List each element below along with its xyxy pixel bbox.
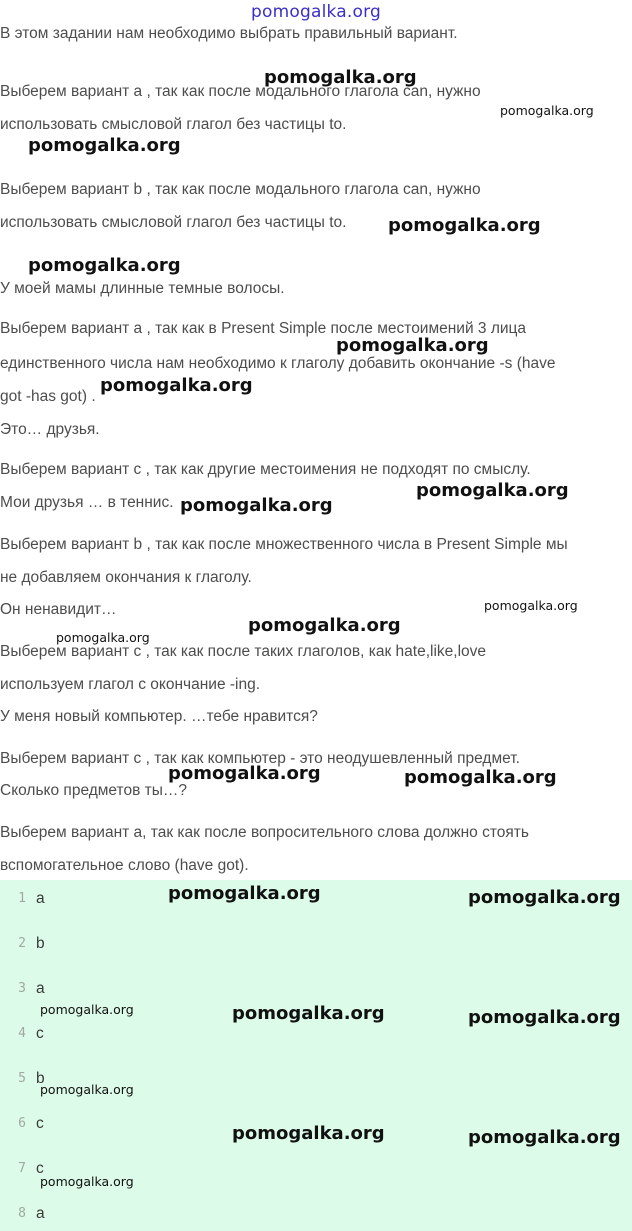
text-line: Выберем вариант c , так как компьютер - это неодушевленный предмет. <box>0 750 520 767</box>
text-line: используем глагол с окончание -ing. <box>0 676 261 693</box>
watermark: pomogalka.org <box>40 1002 134 1017</box>
watermark: pomogalka.org <box>500 103 594 118</box>
text-line: got -has got) . <box>0 388 96 405</box>
answer-value: a <box>36 890 45 907</box>
watermark: pomogalka.org <box>168 883 321 904</box>
answer-number: 6 <box>18 1116 26 1131</box>
watermark: pomogalka.org <box>28 255 181 276</box>
answer-number: 5 <box>18 1071 26 1086</box>
answer-number: 4 <box>18 1026 26 1041</box>
text-line: использовать смысловой глагол без частицы to. <box>0 214 347 231</box>
watermark: pomogalka.org <box>40 1082 134 1097</box>
answer-number: 1 <box>18 891 26 906</box>
answer-number: 2 <box>18 936 26 951</box>
text-line: Сколько предметов ты…? <box>0 782 187 799</box>
text-line: не добавляем окончания к глаголу. <box>0 569 252 586</box>
watermark: pomogalka.org <box>232 1123 385 1144</box>
watermark: pomogalka.org <box>264 67 417 88</box>
watermark: pomogalka.org <box>336 335 489 356</box>
watermark: pomogalka.org <box>40 1174 134 1189</box>
text-line: Выберем вариант c , так как после таких глаголов, как hate,like,love <box>0 643 487 660</box>
answer-value: a <box>36 980 45 997</box>
watermark: pomogalka.org <box>100 375 253 396</box>
watermark: pomogalka.org <box>416 480 569 501</box>
text-line: Выберем вариант a, так как после вопросительного слова должно стоять <box>0 824 529 841</box>
watermark: pomogalka.org <box>56 630 150 645</box>
text-line: Выберем вариант c , так как другие местоимения не подходят по смыслу. <box>0 461 531 478</box>
text-line: вспомогательное слово (have got). <box>0 857 249 874</box>
answer-value: c <box>36 1115 44 1132</box>
answer-value: b <box>36 935 45 952</box>
text-line: Выберем вариант b , так как после модального глагола can, нужно <box>0 181 481 198</box>
watermark: pomogalka.org <box>468 887 621 908</box>
answer-number: 8 <box>18 1206 26 1221</box>
text-line: Выберем вариант b , так как после множественного числа в Present Simple мы <box>0 536 568 553</box>
text-line: использовать смысловой глагол без частицы to. <box>0 116 347 133</box>
text-line: единственного числа нам необходимо к глаголу добавить окончание -s (have <box>0 355 556 372</box>
site-header-link[interactable]: pomogalka.org <box>251 2 381 22</box>
text-line: У меня новый компьютер. …тебе нравится? <box>0 708 318 725</box>
watermark: pomogalka.org <box>468 1007 621 1028</box>
watermark: pomogalka.org <box>168 763 321 784</box>
watermark: pomogalka.org <box>388 215 541 236</box>
text-line: В этом задании нам необходимо выбрать правильный вариант. <box>0 25 458 42</box>
answer-number: 7 <box>18 1161 26 1176</box>
answer-number: 3 <box>18 981 26 996</box>
answer-value: a <box>36 1205 45 1222</box>
text-line: Выберем вариант a , так как после модального глагола can, нужно <box>0 83 481 100</box>
answer-value: c <box>36 1160 44 1177</box>
text-line: Выберем вариант a , так как в Present Simple после местоимений 3 лица <box>0 320 527 337</box>
watermark: pomogalka.org <box>484 598 578 613</box>
watermark: pomogalka.org <box>180 495 333 516</box>
text-line: Мои друзья … в теннис. <box>0 494 174 511</box>
watermark: pomogalka.org <box>248 615 401 636</box>
watermark: pomogalka.org <box>468 1127 621 1148</box>
text-line: Он ненавидит… <box>0 601 117 618</box>
text-line: У моей мамы длинные темные волосы. <box>0 280 285 297</box>
watermark: pomogalka.org <box>232 1003 385 1024</box>
text-line: Это… друзья. <box>0 421 100 438</box>
watermark: pomogalka.org <box>28 135 181 156</box>
answer-value: c <box>36 1025 44 1042</box>
answer-value: b <box>36 1070 45 1087</box>
watermark: pomogalka.org <box>404 767 557 788</box>
